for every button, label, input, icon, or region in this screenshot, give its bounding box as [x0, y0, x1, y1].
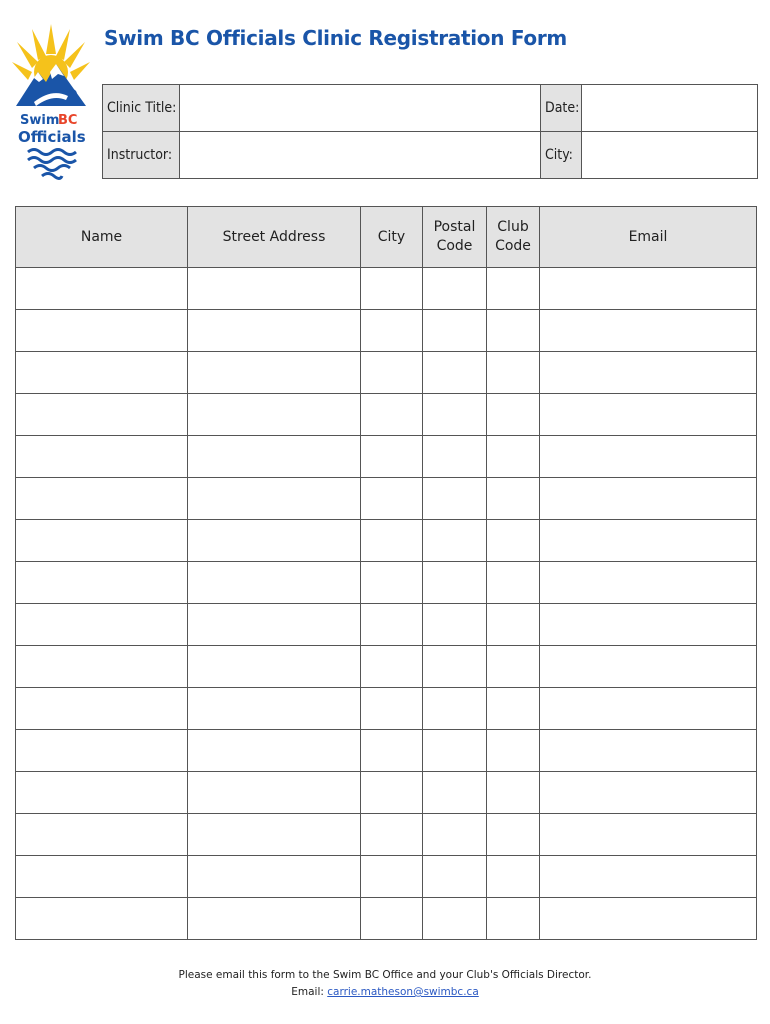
swim-bc-officials-logo [12, 24, 90, 184]
cell-city[interactable] [361, 478, 423, 520]
cell-street-address[interactable] [188, 310, 361, 352]
cell-city[interactable] [361, 562, 423, 604]
instructor-input[interactable] [180, 132, 540, 178]
street-address-input[interactable] [188, 898, 360, 939]
city-input[interactable] [361, 436, 422, 477]
table-row [16, 436, 757, 478]
city-input[interactable] [361, 478, 422, 519]
street-address-input[interactable] [188, 268, 360, 309]
email-input[interactable] [540, 898, 756, 939]
column-header-postal-code: Postal Code [423, 207, 487, 268]
street-address-input[interactable] [188, 730, 360, 771]
email-input[interactable] [540, 604, 756, 645]
cell-postal-code[interactable] [423, 562, 487, 604]
column-header-email: Email [540, 207, 757, 268]
cell-club-code[interactable] [487, 268, 540, 310]
cell-postal-code[interactable] [423, 478, 487, 520]
email-input[interactable] [540, 562, 756, 603]
table-row [16, 604, 757, 646]
name-input[interactable] [16, 436, 187, 477]
club-code-input[interactable] [487, 520, 539, 561]
column-header-street-address: Street Address [188, 207, 361, 268]
cell-city[interactable] [361, 814, 423, 856]
column-header-name: Name [16, 207, 188, 268]
city-label: City: [541, 132, 582, 179]
column-header-club-code: Club Code [487, 207, 540, 268]
city-field[interactable] [582, 132, 758, 179]
street-address-input[interactable] [188, 772, 360, 813]
name-input[interactable] [16, 394, 187, 435]
cell-city[interactable] [361, 730, 423, 772]
cell-postal-code[interactable] [423, 688, 487, 730]
cell-club-code[interactable] [487, 562, 540, 604]
email-input[interactable] [540, 310, 756, 351]
club-code-input[interactable] [487, 730, 539, 771]
cell-name[interactable] [16, 520, 188, 562]
clinic-title-field[interactable] [180, 85, 541, 132]
name-input[interactable] [16, 772, 187, 813]
cell-email[interactable] [540, 394, 757, 436]
date-label: Date: [541, 85, 582, 132]
cell-club-code[interactable] [487, 772, 540, 814]
cell-street-address[interactable] [188, 562, 361, 604]
date-input[interactable] [582, 85, 757, 131]
street-address-input[interactable] [188, 604, 360, 645]
email-input[interactable] [540, 352, 756, 393]
footer-email-link[interactable]: carrie.matheson@swimbc.ca [327, 986, 479, 998]
email-input[interactable] [540, 730, 756, 771]
postal-code-input[interactable] [423, 730, 486, 771]
cell-name[interactable] [16, 352, 188, 394]
email-input[interactable] [540, 772, 756, 813]
column-header-city: City [361, 207, 423, 268]
name-input[interactable] [16, 310, 187, 351]
cell-city[interactable] [361, 688, 423, 730]
city-input[interactable] [361, 352, 422, 393]
email-input[interactable] [540, 436, 756, 477]
cell-street-address[interactable] [188, 898, 361, 940]
cell-postal-code[interactable] [423, 856, 487, 898]
cell-club-code[interactable] [487, 352, 540, 394]
postal-code-input[interactable] [423, 772, 486, 813]
cell-postal-code[interactable] [423, 394, 487, 436]
cell-postal-code[interactable] [423, 436, 487, 478]
cell-club-code[interactable] [487, 310, 540, 352]
cell-name[interactable] [16, 478, 188, 520]
club-code-input[interactable] [487, 478, 539, 519]
table-row [16, 478, 757, 520]
cell-name[interactable] [16, 772, 188, 814]
table-row [16, 646, 757, 688]
clinic-title-label: Clinic Title: [103, 85, 180, 132]
city-input[interactable] [361, 730, 422, 771]
cell-city[interactable] [361, 520, 423, 562]
club-code-input[interactable] [487, 436, 539, 477]
name-input[interactable] [16, 562, 187, 603]
street-address-input[interactable] [188, 394, 360, 435]
cell-name[interactable] [16, 604, 188, 646]
street-address-input[interactable] [188, 478, 360, 519]
cell-email[interactable] [540, 814, 757, 856]
city-input[interactable] [361, 562, 422, 603]
club-code-input[interactable] [487, 898, 539, 939]
street-address-input[interactable] [188, 856, 360, 897]
city-input[interactable] [361, 604, 422, 645]
cell-city[interactable] [361, 898, 423, 940]
cell-street-address[interactable] [188, 394, 361, 436]
city-input[interactable] [361, 898, 422, 939]
street-address-input[interactable] [188, 520, 360, 561]
email-input[interactable] [540, 520, 756, 561]
cell-city[interactable] [361, 310, 423, 352]
name-input[interactable] [16, 646, 187, 687]
cell-name[interactable] [16, 436, 188, 478]
street-address-input[interactable] [188, 646, 360, 687]
cell-street-address[interactable] [188, 646, 361, 688]
club-code-input[interactable] [487, 856, 539, 897]
page-title: Swim BC Officials Clinic Registration Form [104, 26, 567, 50]
cell-email[interactable] [540, 604, 757, 646]
svg-text:Officials: Officials [18, 128, 86, 146]
cell-city[interactable] [361, 856, 423, 898]
city-input[interactable] [361, 688, 422, 729]
date-field[interactable] [582, 85, 758, 132]
cell-club-code[interactable] [487, 646, 540, 688]
cell-city[interactable] [361, 604, 423, 646]
cell-email[interactable] [540, 520, 757, 562]
cell-postal-code[interactable] [423, 730, 487, 772]
cell-postal-code[interactable] [423, 898, 487, 940]
cell-email[interactable] [540, 478, 757, 520]
city-input[interactable] [361, 646, 422, 687]
cell-name[interactable] [16, 310, 188, 352]
cell-email[interactable] [540, 352, 757, 394]
cell-name[interactable] [16, 856, 188, 898]
table-row [16, 688, 757, 730]
clinic-title-input[interactable] [180, 85, 540, 131]
postal-code-input[interactable] [423, 352, 486, 393]
email-input[interactable] [540, 814, 756, 855]
street-address-input[interactable] [188, 814, 360, 855]
name-input[interactable] [16, 478, 187, 519]
cell-street-address[interactable] [188, 352, 361, 394]
waves-icon [28, 150, 76, 179]
cell-club-code[interactable] [487, 478, 540, 520]
cell-email[interactable] [540, 772, 757, 814]
cell-street-address[interactable] [188, 520, 361, 562]
street-address-input[interactable] [188, 352, 360, 393]
email-input[interactable] [540, 268, 756, 309]
email-input[interactable] [540, 478, 756, 519]
postal-code-input[interactable] [423, 268, 486, 309]
cell-street-address[interactable] [188, 730, 361, 772]
postal-code-input[interactable] [423, 688, 486, 729]
city-input[interactable] [582, 132, 757, 178]
cell-club-code[interactable] [487, 520, 540, 562]
footer [0, 967, 770, 1001]
cell-street-address[interactable] [188, 478, 361, 520]
cell-club-code[interactable] [487, 436, 540, 478]
name-input[interactable] [16, 268, 187, 309]
city-input[interactable] [361, 814, 422, 855]
name-input[interactable] [16, 856, 187, 897]
postal-code-input[interactable] [423, 856, 486, 897]
registration-table [15, 206, 757, 940]
cell-club-code[interactable] [487, 856, 540, 898]
cell-name[interactable] [16, 898, 188, 940]
postal-code-input[interactable] [423, 898, 486, 939]
cell-postal-code[interactable] [423, 352, 487, 394]
cell-email[interactable] [540, 646, 757, 688]
cell-email[interactable] [540, 730, 757, 772]
cell-street-address[interactable] [188, 436, 361, 478]
postal-code-input[interactable] [423, 814, 486, 855]
club-code-input[interactable] [487, 310, 539, 351]
club-code-input[interactable] [487, 688, 539, 729]
table-row [16, 352, 757, 394]
cell-name[interactable] [16, 688, 188, 730]
street-address-input[interactable] [188, 310, 360, 351]
club-code-input[interactable] [487, 268, 539, 309]
cell-name[interactable] [16, 268, 188, 310]
cell-city[interactable] [361, 646, 423, 688]
city-input[interactable] [361, 856, 422, 897]
cell-name[interactable] [16, 730, 188, 772]
city-input[interactable] [361, 520, 422, 561]
svg-text:Swim: Swim [20, 113, 60, 128]
name-input[interactable] [16, 352, 187, 393]
footer-email-label: Email: [291, 986, 324, 998]
cell-club-code[interactable] [487, 604, 540, 646]
svg-text:BC: BC [58, 113, 78, 128]
club-code-input[interactable] [487, 772, 539, 813]
postal-code-input[interactable] [423, 478, 486, 519]
footer-instruction: Please email this form to the Swim BC Office and your Club's Officials Director. [178, 969, 592, 981]
email-input[interactable] [540, 646, 756, 687]
cell-postal-code[interactable] [423, 772, 487, 814]
city-input[interactable] [361, 310, 422, 351]
cell-name[interactable] [16, 814, 188, 856]
table-row [16, 394, 757, 436]
name-input[interactable] [16, 898, 187, 939]
instructor-label: Instructor: [103, 132, 180, 179]
cell-street-address[interactable] [188, 268, 361, 310]
cell-club-code[interactable] [487, 814, 540, 856]
table-row [16, 730, 757, 772]
cell-postal-code[interactable] [423, 646, 487, 688]
cell-club-code[interactable] [487, 730, 540, 772]
cell-postal-code[interactable] [423, 268, 487, 310]
club-code-input[interactable] [487, 562, 539, 603]
cell-email[interactable] [540, 436, 757, 478]
email-input[interactable] [540, 688, 756, 729]
table-row [16, 772, 757, 814]
postal-code-input[interactable] [423, 562, 486, 603]
clinic-info-table [102, 84, 758, 179]
table-row [16, 898, 757, 940]
instructor-field[interactable] [180, 132, 541, 179]
cell-name[interactable] [16, 562, 188, 604]
cell-email[interactable] [540, 268, 757, 310]
cell-city[interactable] [361, 772, 423, 814]
name-input[interactable] [16, 520, 187, 561]
cell-postal-code[interactable] [423, 814, 487, 856]
cell-name[interactable] [16, 394, 188, 436]
cell-email[interactable] [540, 688, 757, 730]
table-header-row [16, 207, 757, 268]
cell-street-address[interactable] [188, 604, 361, 646]
name-input[interactable] [16, 730, 187, 771]
cell-email[interactable] [540, 856, 757, 898]
cell-city[interactable] [361, 436, 423, 478]
cell-street-address[interactable] [188, 772, 361, 814]
cell-name[interactable] [16, 646, 188, 688]
cell-club-code[interactable] [487, 394, 540, 436]
cell-street-address[interactable] [188, 814, 361, 856]
club-code-input[interactable] [487, 814, 539, 855]
cell-city[interactable] [361, 394, 423, 436]
club-code-input[interactable] [487, 352, 539, 393]
cell-club-code[interactable] [487, 688, 540, 730]
cell-street-address[interactable] [188, 688, 361, 730]
city-input[interactable] [361, 268, 422, 309]
email-input[interactable] [540, 856, 756, 897]
cell-email[interactable] [540, 310, 757, 352]
club-code-input[interactable] [487, 394, 539, 435]
cell-club-code[interactable] [487, 898, 540, 940]
table-row [16, 268, 757, 310]
table-row [16, 814, 757, 856]
postal-code-input[interactable] [423, 394, 486, 435]
table-row [16, 562, 757, 604]
postal-code-input[interactable] [423, 520, 486, 561]
street-address-input[interactable] [188, 562, 360, 603]
cell-postal-code[interactable] [423, 310, 487, 352]
cell-email[interactable] [540, 562, 757, 604]
postal-code-input[interactable] [423, 604, 486, 645]
table-row [16, 520, 757, 562]
city-input[interactable] [361, 394, 422, 435]
postal-code-input[interactable] [423, 646, 486, 687]
postal-code-input[interactable] [423, 310, 486, 351]
city-input[interactable] [361, 772, 422, 813]
cell-city[interactable] [361, 268, 423, 310]
postal-code-input[interactable] [423, 436, 486, 477]
name-input[interactable] [16, 688, 187, 729]
cell-street-address[interactable] [188, 856, 361, 898]
email-input[interactable] [540, 394, 756, 435]
cell-city[interactable] [361, 352, 423, 394]
street-address-input[interactable] [188, 436, 360, 477]
club-code-input[interactable] [487, 604, 539, 645]
name-input[interactable] [16, 814, 187, 855]
street-address-input[interactable] [188, 688, 360, 729]
cell-postal-code[interactable] [423, 520, 487, 562]
name-input[interactable] [16, 604, 187, 645]
table-row [16, 310, 757, 352]
club-code-input[interactable] [487, 646, 539, 687]
cell-postal-code[interactable] [423, 604, 487, 646]
cell-email[interactable] [540, 898, 757, 940]
table-row [16, 856, 757, 898]
footer-email-line [0, 984, 770, 1001]
